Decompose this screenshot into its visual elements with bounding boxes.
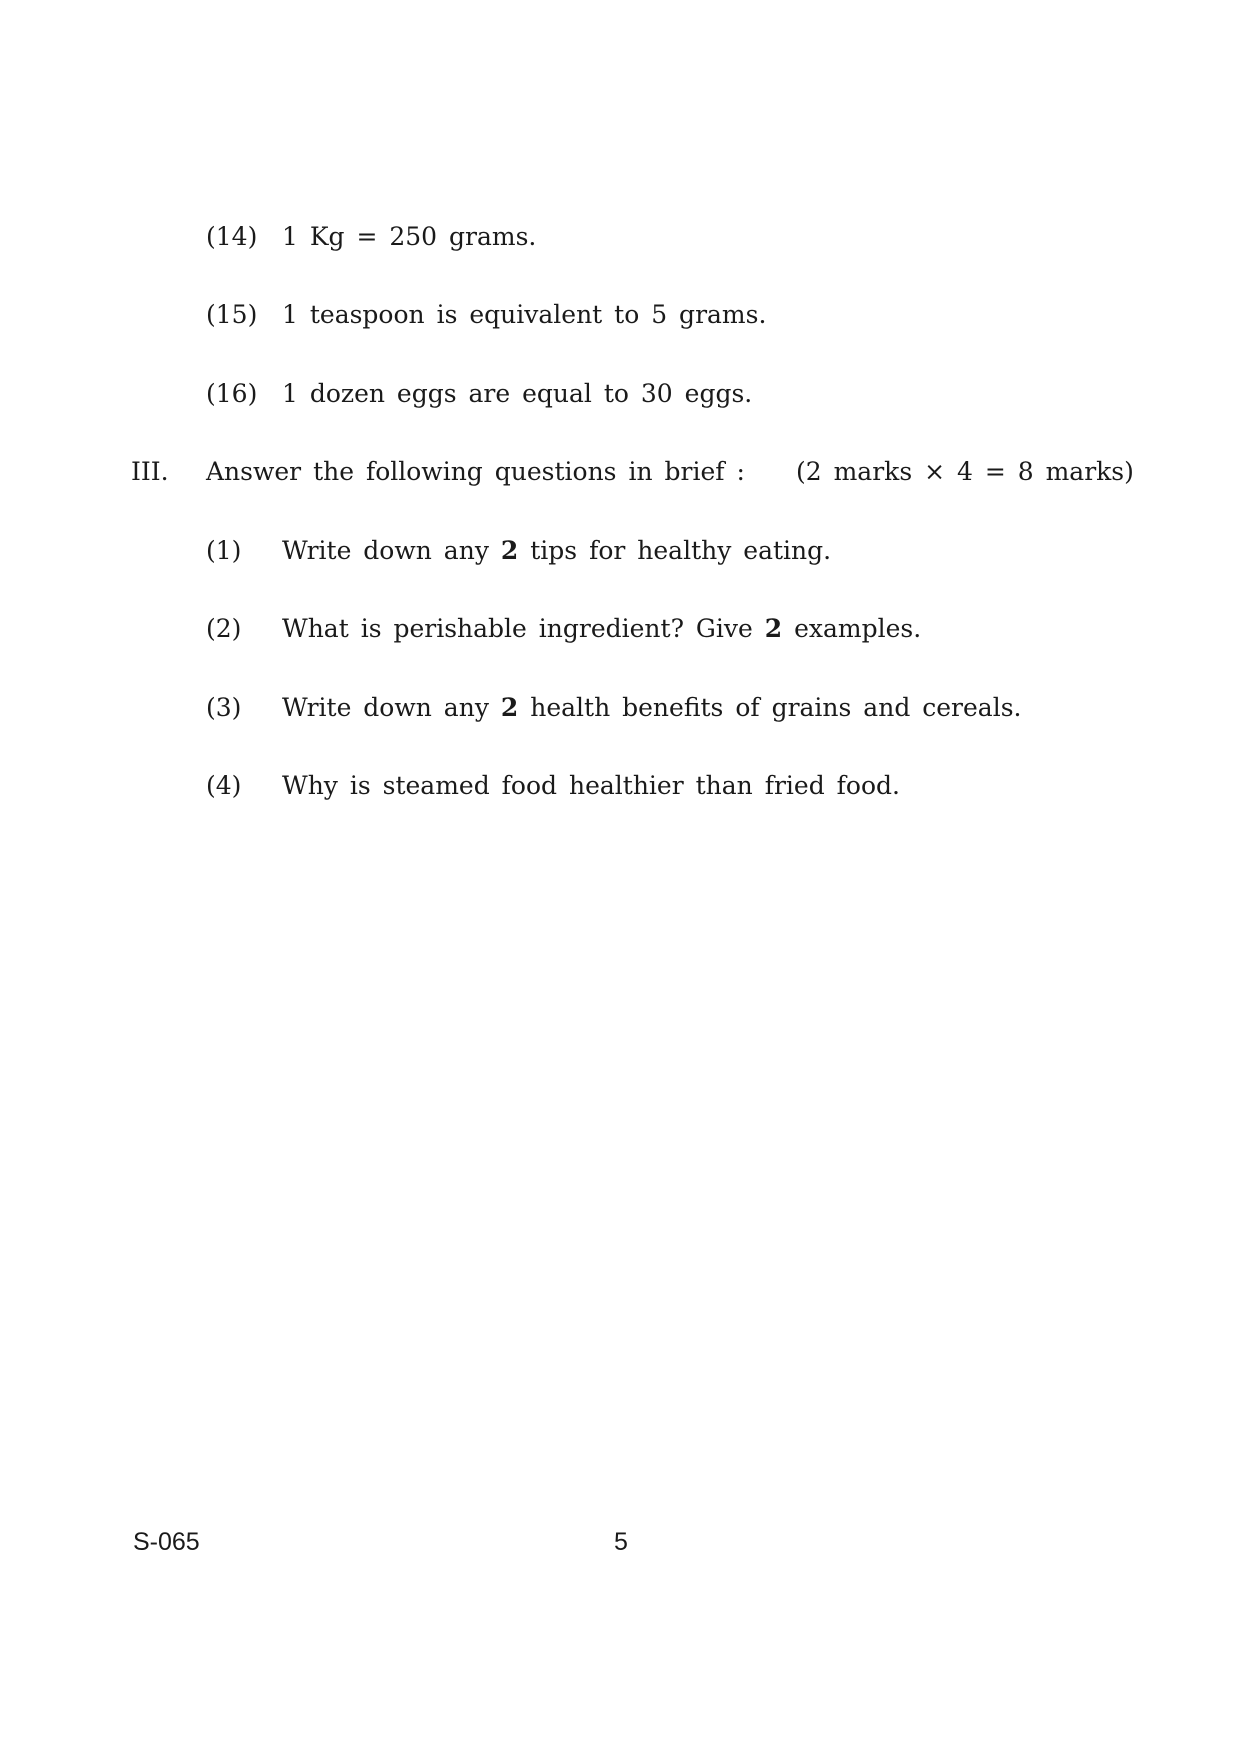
question-text: Write down any 2 tips for healthy eating.: [282, 536, 832, 565]
question-text: Write down any 2 health benefits of grains and cereals.: [282, 693, 1022, 722]
page-number: 5: [614, 1528, 628, 1556]
item-text: 1 teaspoon is equivalent to 5 grams.: [282, 300, 767, 329]
item-number: (14): [206, 222, 258, 251]
question-text: Why is steamed food healthier than fried food.: [282, 771, 900, 800]
item-text: 1 Kg = 250 grams.: [282, 222, 537, 251]
question-text: What is perishable ingredient? Give 2 examples.: [282, 614, 922, 643]
item-number: (15): [206, 300, 258, 329]
section-numeral: III.: [131, 457, 169, 486]
paper-code: S-065: [133, 1528, 200, 1556]
section-instruction: Answer the following questions in brief :: [206, 457, 745, 486]
item-text: 1 dozen eggs are equal to 30 eggs.: [282, 379, 753, 408]
item-number: (16): [206, 379, 258, 408]
question-number: (1): [206, 536, 242, 565]
question-number: (2): [206, 614, 242, 643]
question-number: (3): [206, 693, 242, 722]
question-number: (4): [206, 771, 242, 800]
section-marks: (2 marks × 4 = 8 marks): [796, 457, 1134, 486]
